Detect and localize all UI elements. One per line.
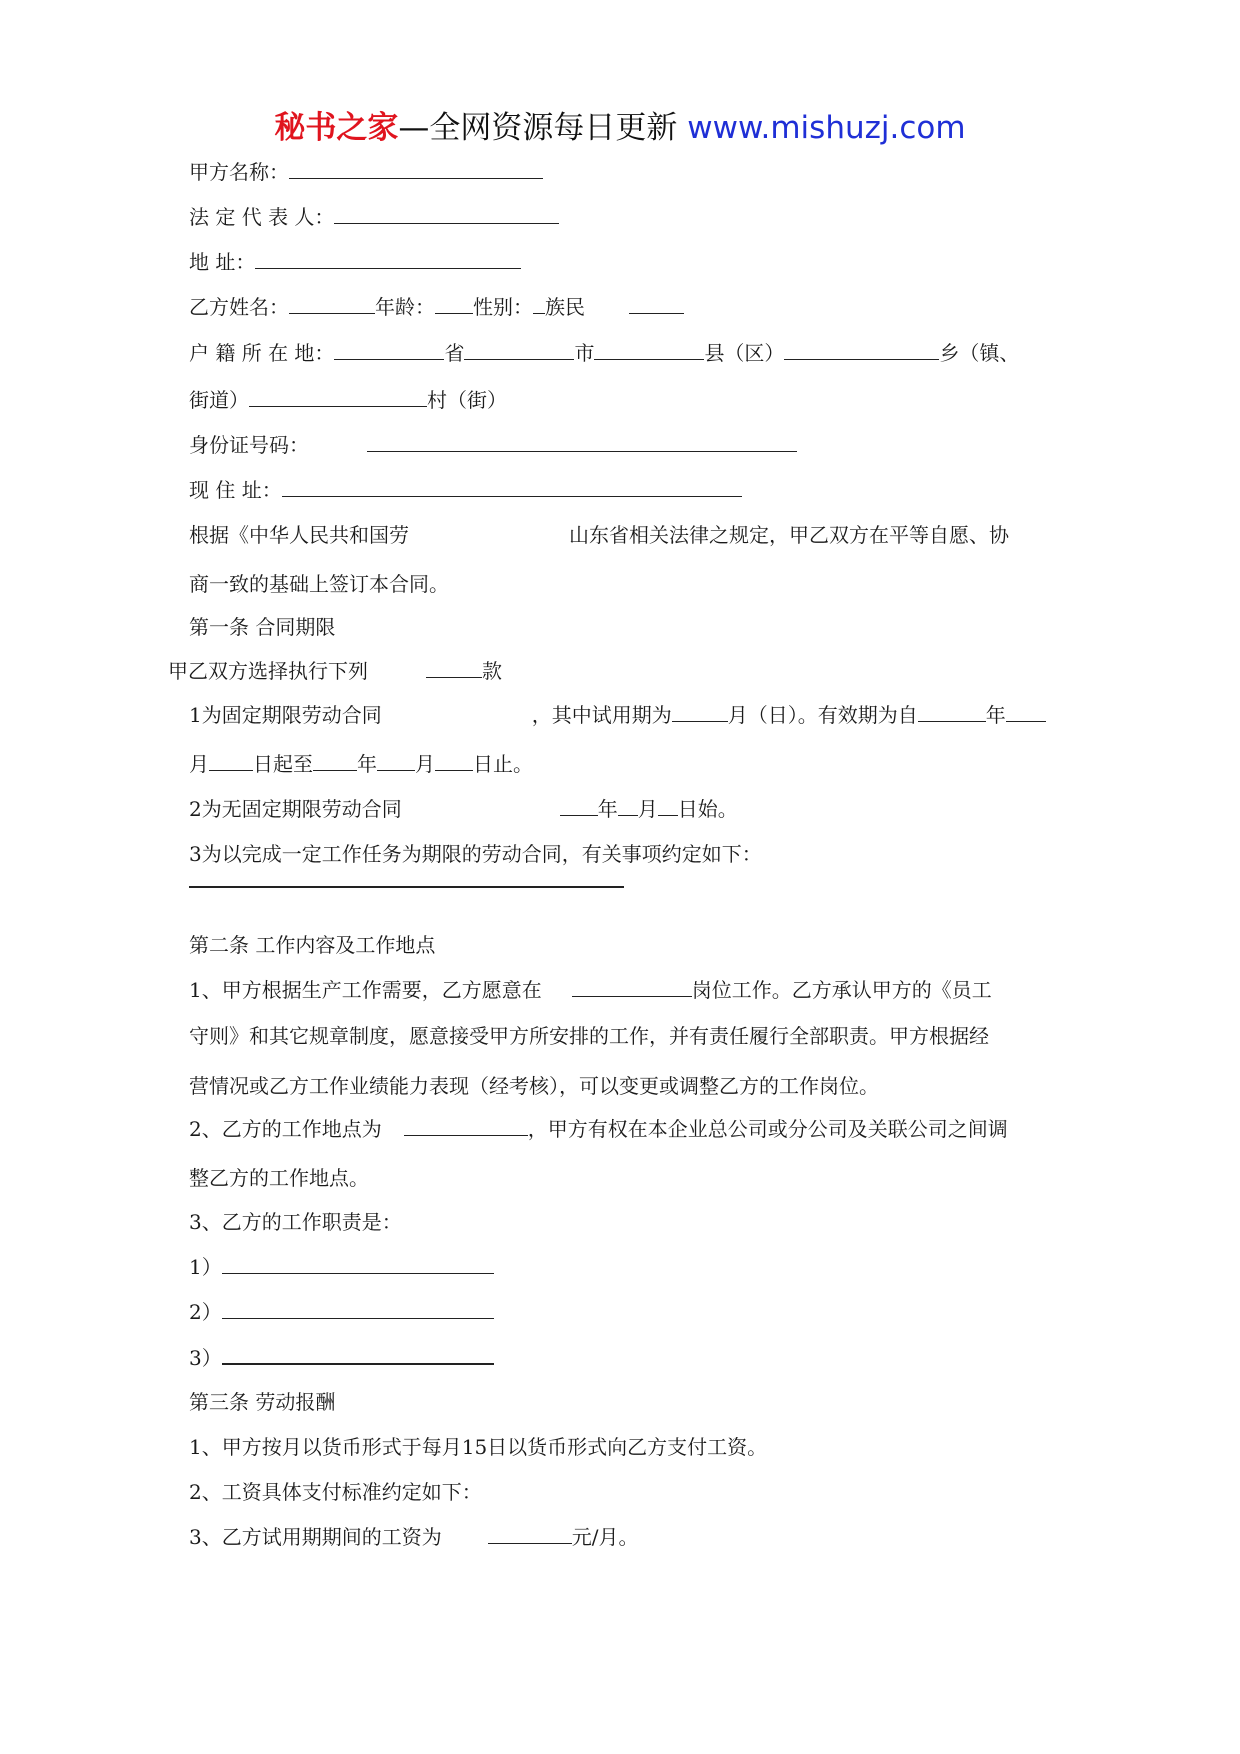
job-line-3 [189,1074,879,1098]
id-number-blank[interactable] [367,433,797,452]
ethnicity-blank[interactable] [629,295,684,314]
legal-rep-label: 法 定 代 表 人： [189,205,335,229]
duty-number-1: 1） [189,1255,222,1279]
duty-item-1 [189,1255,494,1279]
job-text-c: 守则》和其它规章制度，愿意接受甲方所安排的工作，并有责任履行全部职责。甲方根据经 [189,1024,989,1048]
fixed-term-label: 1为固定期限劳动合同 [189,703,382,727]
term-choice-text: 甲乙双方选择执行下列 [168,659,368,683]
job-text-a: 1、甲方根据生产工作需要，乙方愿意在 [189,978,542,1002]
job-line-1 [189,978,992,1002]
age-label: 年龄： [375,295,435,319]
duties-heading: 3、乙方的工作职责是： [189,1210,402,1234]
article-3-title: 第三条 劳动报酬 [189,1390,336,1414]
household-label: 户 籍 所 在 地： [189,341,335,365]
duty-number-3: 3） [189,1346,222,1370]
duty-number-2: 2） [189,1300,222,1324]
current-address-label: 现 住 址： [189,478,282,502]
start-day-blank[interactable] [209,752,253,771]
task-term-line [189,842,762,866]
fixed-term-line-1 [189,703,1046,727]
legal-rep-line [189,205,559,229]
end-from-label: 日起至 [253,752,313,776]
street-line [189,388,507,412]
job-line-2 [189,1024,989,1048]
preamble-line-2 [189,572,449,596]
province-blank[interactable] [334,341,444,360]
header-slogan: —全网资源每日更新 [398,110,678,146]
start-month-blank[interactable] [1006,703,1046,722]
duty-blank-1[interactable] [222,1255,494,1274]
start-year-blank[interactable] [918,703,986,722]
work-location-text-2: 整乙方的工作地点。 [189,1166,369,1190]
duty-blank-3[interactable] [222,1345,494,1365]
work-location-blank[interactable] [404,1117,528,1136]
probation-blank[interactable] [672,703,728,722]
article-1-title: 第一条 合同期限 [189,615,336,639]
valid-from-label: 月（日）。有效期为自 [727,703,918,727]
probation-pay-line [189,1525,638,1549]
address-line [189,250,521,274]
probation-pay-unit: 元/月。 [571,1525,639,1549]
fixed-term-line-2 [189,752,533,776]
probation-pay-blank[interactable] [488,1525,572,1544]
current-address-line [189,478,742,502]
household-line [189,341,1019,365]
work-location-line-2 [189,1166,369,1190]
article-3-heading [189,1390,335,1414]
end-day-blank[interactable] [435,752,473,771]
open-month-blank[interactable] [618,797,638,816]
party-b-name-blank[interactable] [289,295,375,314]
term-choice-suffix: 款 [482,659,502,683]
preamble-text-a: 根据《中华人民共和国劳 [189,523,409,547]
start-month-label: 月 [189,752,209,776]
open-month-label: 月 [637,797,658,821]
preamble-line-1 [189,523,1009,547]
current-address-blank[interactable] [282,478,742,497]
start-year-label: 年 [985,703,1006,727]
county-blank[interactable] [594,341,704,360]
party-a-name-label: 甲方名称： [189,160,289,184]
end-year-blank[interactable] [313,752,357,771]
end-year-label: 年 [357,752,377,776]
term-choice-blank[interactable] [426,659,482,678]
party-a-name-line [189,160,543,184]
open-day-blank[interactable] [658,797,678,816]
address-label: 地 址： [189,250,256,274]
age-blank[interactable] [435,295,473,314]
open-term-label: 2为无固定期限劳动合同 [189,797,402,821]
city-blank[interactable] [464,341,574,360]
open-year-blank[interactable] [560,797,598,816]
gender-label: 性别： [473,295,533,319]
address-blank[interactable] [255,250,521,269]
pay-line-1 [189,1435,767,1459]
duty-item-2 [189,1300,494,1324]
position-blank[interactable] [572,978,692,997]
page-header [0,102,1240,147]
end-month-label: 月 [415,752,435,776]
header-brand: 秘书之家 [274,110,399,146]
article-2-title: 第二条 工作内容及工作地点 [189,933,436,957]
party-b-info-line [189,295,684,319]
pay-text-2: 2、工资具体支付标准约定如下： [189,1480,482,1504]
city-label: 市 [574,341,595,365]
duty-item-3 [189,1345,494,1370]
pay-line-2 [189,1480,482,1504]
task-term-text: 3为以完成一定工作任务为期限的劳动合同，有关事项约定如下： [189,842,762,866]
job-text-b: 岗位工作。乙方承认甲方的《员工 [691,978,992,1002]
header-url[interactable]: www.mishuzj.com [687,110,966,146]
work-location-text: ，甲方有权在本企业总公司或分公司及关联公司之间调 [527,1117,1008,1141]
open-term-line [189,797,738,821]
job-text-d: 营情况或乙方工作业绩能力表现（经考核），可以变更或调整乙方的工作岗位。 [189,1074,879,1098]
village-blank[interactable] [249,388,427,407]
id-number-line [189,433,797,457]
probation-label: ，其中试用期为 [531,703,672,727]
ethnicity-label: 族民 [545,295,585,319]
village-label: 村（街） [427,388,507,412]
open-year-label: 年 [597,797,618,821]
county-label: 县（区） [704,341,785,365]
preamble-text-c: 商一致的基础上签订本合同。 [189,572,449,596]
task-term-blank[interactable] [189,886,624,888]
article-2-heading [189,933,435,957]
party-a-name-blank[interactable] [289,160,543,179]
probation-pay-label: 3、乙方试用期期间的工资为 [189,1525,442,1549]
term-choice-line [168,659,502,683]
end-day-label: 日止。 [473,752,533,776]
end-month-blank[interactable] [377,752,415,771]
open-day-label: 日始。 [677,797,738,821]
pay-text-1: 1、甲方按月以货币形式于每月15日以货币形式向乙方支付工资。 [189,1435,768,1459]
street-label: 街道） [189,388,249,412]
preamble-text-b: 山东省相关法律之规定，甲乙双方在平等自愿、协 [569,523,1009,547]
township-label: 乡（镇、 [939,341,1020,365]
gender-blank[interactable] [533,295,545,314]
article-1-heading [189,615,335,639]
province-label: 省 [444,341,465,365]
party-b-name-label: 乙方姓名： [189,295,289,319]
duty-blank-2[interactable] [222,1300,494,1319]
legal-rep-blank[interactable] [334,205,559,224]
work-location-line [189,1117,1008,1141]
work-location-label: 2、乙方的工作地点为 [189,1117,382,1141]
township-blank[interactable] [784,341,939,360]
id-number-label: 身份证号码： [189,433,309,457]
duties-heading-line [189,1210,402,1234]
